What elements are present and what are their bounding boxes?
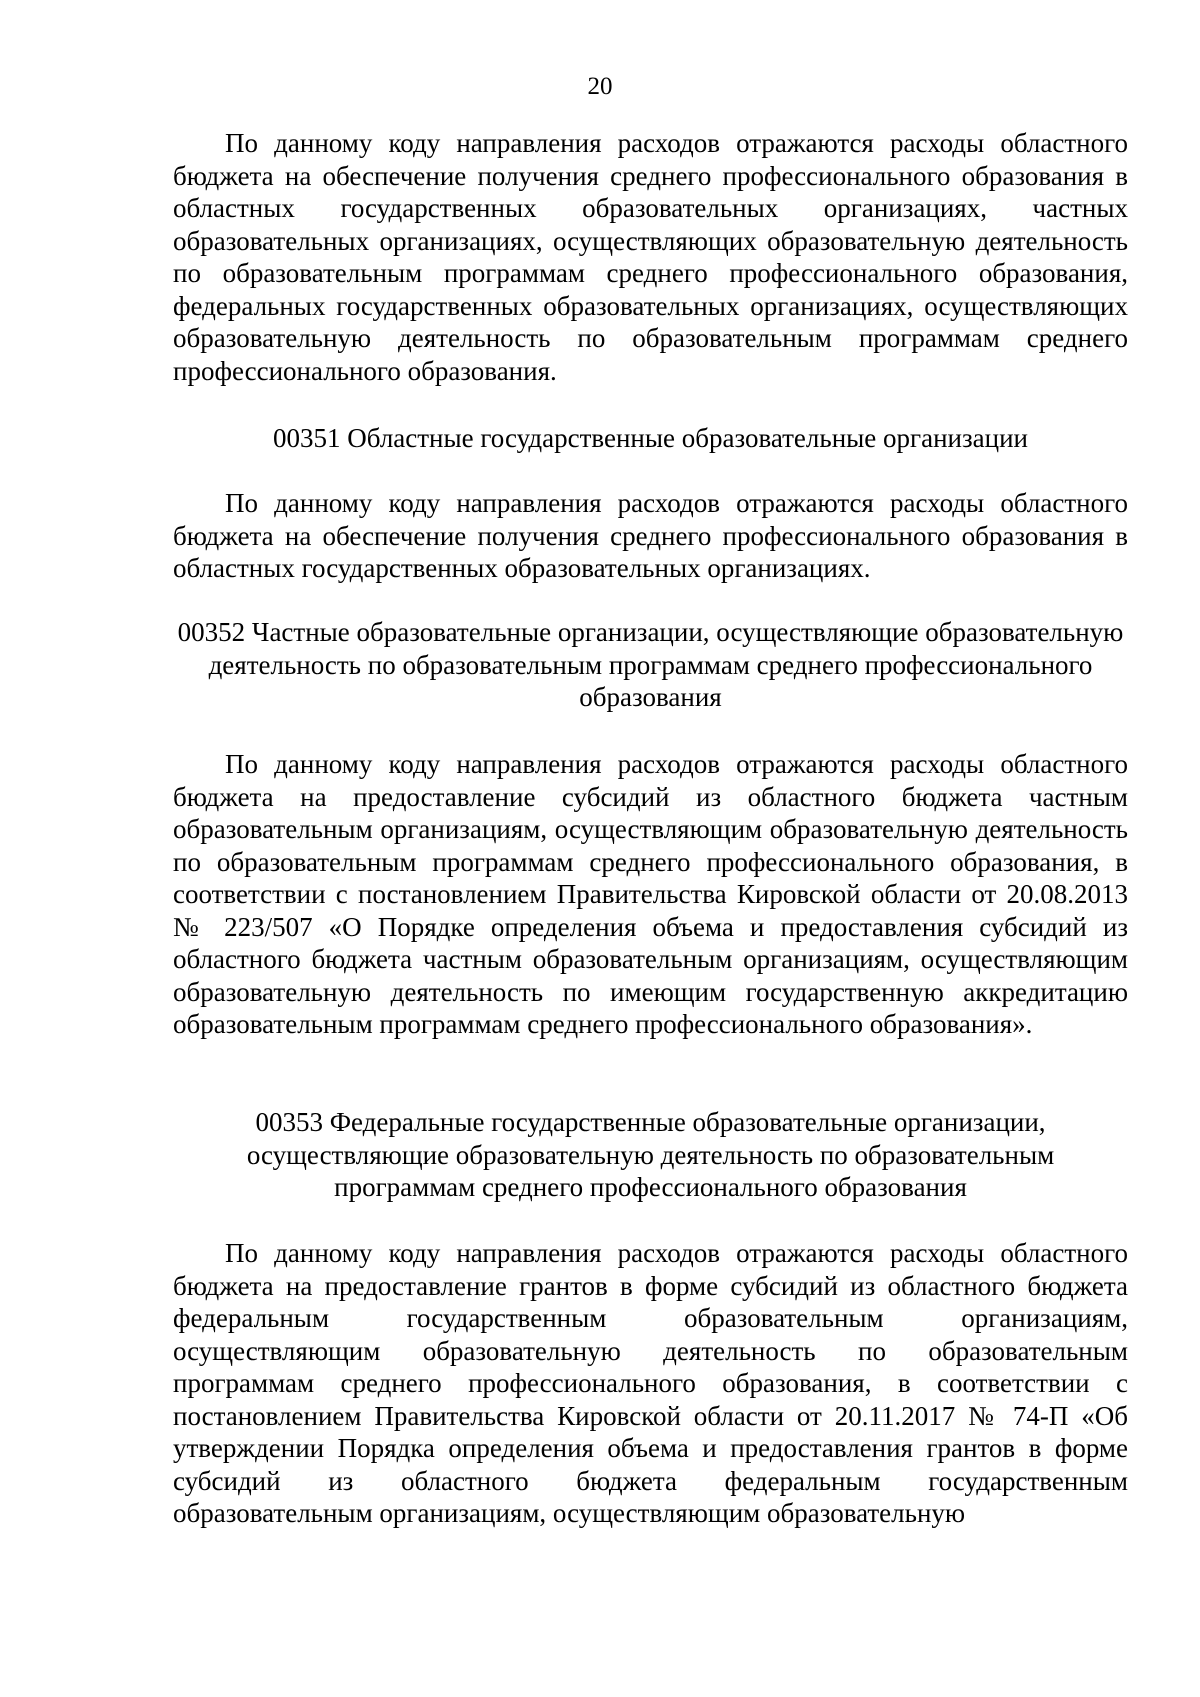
paragraph-00353: По данному коду направления расходов отражаются расходы областного бюджета на предоставление грантов в форме субсидий из областного бюджета федеральным государственным образовательным организациям, осуществляющим образовательную деятельность по образовательным программам среднего профессионального образования, в соответствии с постановлением Правительства Кировской области от 20.11.2017 № 74-П «Об утверждении Порядка определения объема и предоставления грантов в форме субсидий из областного бюджета федеральным государственным образовательным организациям, осуществляющим образовательную bbox=[173, 1238, 1128, 1528]
section-heading-00351: 00351 Областные государственные образовательные организации bbox=[273, 423, 1028, 453]
section-heading-00352: 00352 Частные образовательные организации, осуществляющие образовательную деятельность по образовательным программам среднего профессионального образования bbox=[177, 617, 1124, 712]
paragraph-general: По данному коду направления расходов отражаются расходы областного бюджета на обеспечение получения среднего профессионального образования в областных государственных образовательных организациях, частных образовательных организациях, осуществляющих образовательную деятельность по образовательным программам среднего профессионального образования, федеральных государственных образовательных организациях, осуществляющих образовательную деятельность по образовательным программам среднего профессионального образования. bbox=[173, 128, 1128, 386]
paragraph-00352: По данному коду направления расходов отражаются расходы областного бюджета на предоставление субсидий из областного бюджета частным образовательным организациям, осуществляющим образовательную деятельность по образовательным программам среднего профессионального образования, в соответствии с постановлением Правительства Кировской области от 20.08.2013 № 223/507 «О Порядке определения объема и предоставления субсидий из областного бюджета частным образовательным организациям, осуществляющим образовательную деятельность по имеющим государственную аккредитацию образовательным программам среднего профессионального образования». bbox=[173, 749, 1128, 1039]
paragraph-00351: По данному коду направления расходов отражаются расходы областного бюджета на обеспечение получения среднего профессионального образования в областных государственных образовательных организациях. bbox=[173, 488, 1128, 583]
section-heading-00353: 00353 Федеральные государственные образовательные организации, осуществляющие образовательную деятельность по образовательным программам среднего профессионального образования bbox=[246, 1107, 1055, 1202]
page-number: 20 bbox=[587, 73, 613, 100]
